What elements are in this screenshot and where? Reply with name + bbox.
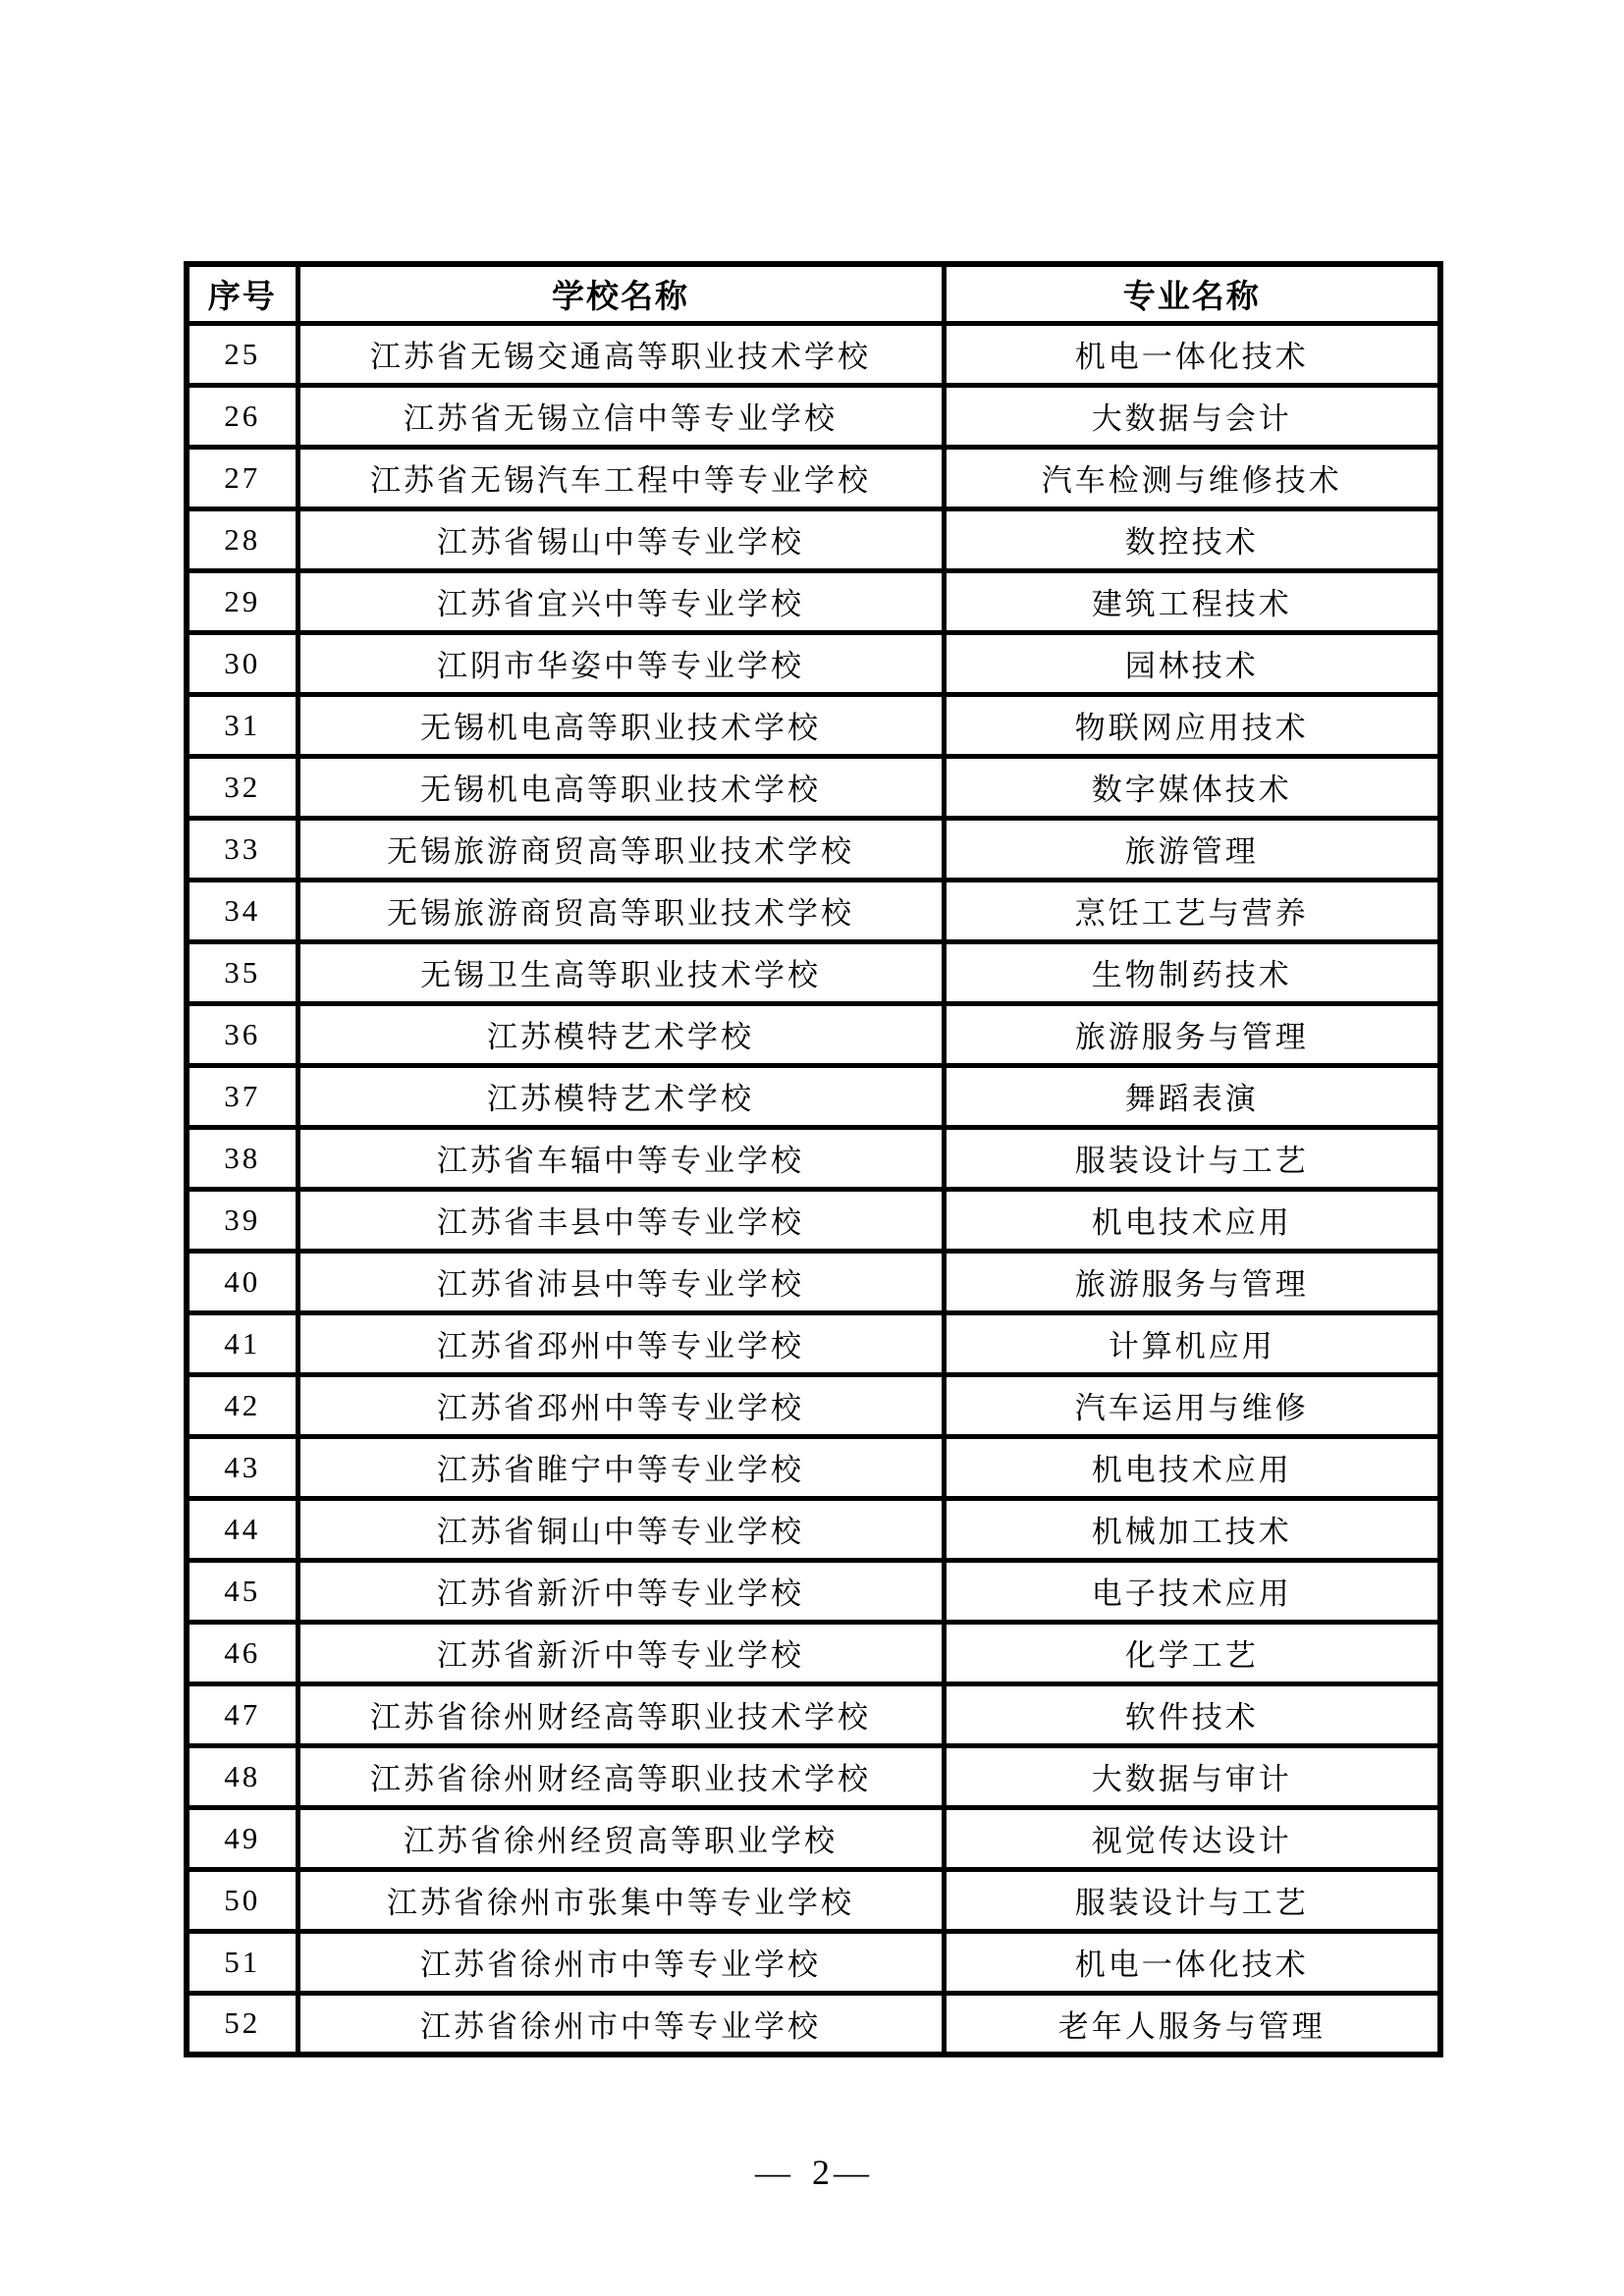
major-name-cell: 机电技术应用: [944, 1436, 1440, 1498]
school-name-cell: 无锡机电高等职业技术学校: [298, 756, 944, 818]
row-number-cell: 30: [187, 632, 298, 694]
row-number-cell: 41: [187, 1312, 298, 1374]
school-name-cell: 江苏省无锡立信中等专业学校: [298, 385, 944, 447]
row-number-cell: 49: [187, 1807, 298, 1869]
row-number-cell: 46: [187, 1622, 298, 1683]
footer-right-dash: —: [834, 2153, 869, 2192]
row-number-cell: 42: [187, 1374, 298, 1436]
table-row: [187, 1498, 1440, 1560]
school-name-cell: 江苏省睢宁中等专业学校: [298, 1436, 944, 1498]
school-name-cell: 江苏省徐州财经高等职业技术学校: [298, 1683, 944, 1745]
table-row: [187, 1745, 1440, 1807]
page-number: 2: [812, 2153, 830, 2192]
table-row: [187, 1251, 1440, 1312]
school-name-cell: 江苏省邳州中等专业学校: [298, 1374, 944, 1436]
school-name-cell: 无锡卫生高等职业技术学校: [298, 941, 944, 1003]
school-name-cell: 江苏省沛县中等专业学校: [298, 1251, 944, 1312]
table-row: [187, 1560, 1440, 1622]
row-number-cell: 44: [187, 1498, 298, 1560]
school-name-cell: 江苏省新沂中等专业学校: [298, 1560, 944, 1622]
table-row: [187, 447, 1440, 508]
header-cell-school: 学校名称: [298, 264, 944, 323]
school-name-cell: 无锡旅游商贸高等职业技术学校: [298, 818, 944, 880]
table-row: [187, 385, 1440, 447]
school-name-cell: 江苏省无锡汽车工程中等专业学校: [298, 447, 944, 508]
major-name-cell: 大数据与审计: [944, 1745, 1440, 1807]
table-row: [187, 1931, 1440, 1993]
header-cell-major: 专业名称: [944, 264, 1440, 323]
major-name-cell: 机械加工技术: [944, 1498, 1440, 1560]
major-name-cell: 烹饪工艺与营养: [944, 880, 1440, 941]
row-number-cell: 31: [187, 694, 298, 756]
major-name-cell: 老年人服务与管理: [944, 1993, 1440, 2055]
school-name-cell: 江苏省宜兴中等专业学校: [298, 570, 944, 632]
row-number-cell: 37: [187, 1065, 298, 1127]
table-row: [187, 1374, 1440, 1436]
major-name-cell: 软件技术: [944, 1683, 1440, 1745]
footer-left-dash: —: [755, 2153, 790, 2192]
school-name-cell: 无锡旅游商贸高等职业技术学校: [298, 880, 944, 941]
table-row: [187, 1683, 1440, 1745]
row-number-cell: 52: [187, 1993, 298, 2055]
row-number-cell: 35: [187, 941, 298, 1003]
major-name-cell: 旅游服务与管理: [944, 1003, 1440, 1065]
major-name-cell: 电子技术应用: [944, 1560, 1440, 1622]
row-number-cell: 38: [187, 1127, 298, 1189]
major-name-cell: 建筑工程技术: [944, 570, 1440, 632]
major-name-cell: 化学工艺: [944, 1622, 1440, 1683]
row-number-cell: 45: [187, 1560, 298, 1622]
table-row: [187, 1189, 1440, 1251]
major-name-cell: 生物制药技术: [944, 941, 1440, 1003]
table-body: [187, 323, 1440, 2055]
table-row: [187, 508, 1440, 570]
row-number-cell: 39: [187, 1189, 298, 1251]
school-name-cell: 江苏省徐州财经高等职业技术学校: [298, 1745, 944, 1807]
table-row: [187, 632, 1440, 694]
row-number-cell: 29: [187, 570, 298, 632]
major-name-cell: 园林技术: [944, 632, 1440, 694]
table-row: [187, 1622, 1440, 1683]
school-name-cell: 江苏省邳州中等专业学校: [298, 1312, 944, 1374]
table-row: [187, 1312, 1440, 1374]
school-name-cell: 江苏省新沂中等专业学校: [298, 1622, 944, 1683]
school-name-cell: 江苏省徐州市张集中等专业学校: [298, 1869, 944, 1931]
table-row: [187, 1993, 1440, 2055]
row-number-cell: 25: [187, 323, 298, 385]
table-row: [187, 1065, 1440, 1127]
table-row: [187, 880, 1440, 941]
school-name-cell: 江苏省徐州市中等专业学校: [298, 1993, 944, 2055]
row-number-cell: 27: [187, 447, 298, 508]
major-name-cell: 机电一体化技术: [944, 1931, 1440, 1993]
table-row: [187, 756, 1440, 818]
major-name-cell: 机电技术应用: [944, 1189, 1440, 1251]
school-name-cell: 无锡机电高等职业技术学校: [298, 694, 944, 756]
school-name-cell: 江苏省锡山中等专业学校: [298, 508, 944, 570]
school-name-cell: 江苏省徐州市中等专业学校: [298, 1931, 944, 1993]
major-name-cell: 服装设计与工艺: [944, 1127, 1440, 1189]
major-name-cell: 旅游管理: [944, 818, 1440, 880]
table-row: [187, 323, 1440, 385]
table-row: [187, 818, 1440, 880]
table-row: [187, 1807, 1440, 1869]
row-number-cell: 50: [187, 1869, 298, 1931]
row-number-cell: 40: [187, 1251, 298, 1312]
table-row: [187, 1003, 1440, 1065]
school-name-cell: 江苏省徐州经贸高等职业学校: [298, 1807, 944, 1869]
row-number-cell: 43: [187, 1436, 298, 1498]
row-number-cell: 48: [187, 1745, 298, 1807]
school-name-cell: 江苏省车辐中等专业学校: [298, 1127, 944, 1189]
row-number-cell: 26: [187, 385, 298, 447]
major-name-cell: 数字媒体技术: [944, 756, 1440, 818]
major-name-cell: 汽车检测与维修技术: [944, 447, 1440, 508]
major-name-cell: 计算机应用: [944, 1312, 1440, 1374]
table-header: [187, 264, 1440, 323]
row-number-cell: 51: [187, 1931, 298, 1993]
table-row: [187, 941, 1440, 1003]
header-row: [187, 264, 1440, 323]
school-name-cell: 江苏模特艺术学校: [298, 1003, 944, 1065]
row-number-cell: 47: [187, 1683, 298, 1745]
table-row: [187, 694, 1440, 756]
row-number-cell: 33: [187, 818, 298, 880]
major-name-cell: 机电一体化技术: [944, 323, 1440, 385]
major-name-cell: 旅游服务与管理: [944, 1251, 1440, 1312]
table-row: [187, 1127, 1440, 1189]
table-row: [187, 570, 1440, 632]
school-name-cell: 江苏省铜山中等专业学校: [298, 1498, 944, 1560]
school-name-cell: 江阴市华姿中等专业学校: [298, 632, 944, 694]
table-row: [187, 1869, 1440, 1931]
row-number-cell: 36: [187, 1003, 298, 1065]
major-name-cell: 服装设计与工艺: [944, 1869, 1440, 1931]
major-name-cell: 大数据与会计: [944, 385, 1440, 447]
major-name-cell: 汽车运用与维修: [944, 1374, 1440, 1436]
major-name-cell: 数控技术: [944, 508, 1440, 570]
school-major-table: [184, 261, 1443, 2057]
school-name-cell: 江苏模特艺术学校: [298, 1065, 944, 1127]
table-row: [187, 1436, 1440, 1498]
major-name-cell: 视觉传达设计: [944, 1807, 1440, 1869]
school-name-cell: 江苏省无锡交通高等职业技术学校: [298, 323, 944, 385]
school-name-cell: 江苏省丰县中等专业学校: [298, 1189, 944, 1251]
header-cell-number: 序号: [187, 264, 298, 323]
page-footer: [0, 2152, 1624, 2193]
row-number-cell: 32: [187, 756, 298, 818]
major-name-cell: 舞蹈表演: [944, 1065, 1440, 1127]
major-name-cell: 物联网应用技术: [944, 694, 1440, 756]
row-number-cell: 34: [187, 880, 298, 941]
row-number-cell: 28: [187, 508, 298, 570]
